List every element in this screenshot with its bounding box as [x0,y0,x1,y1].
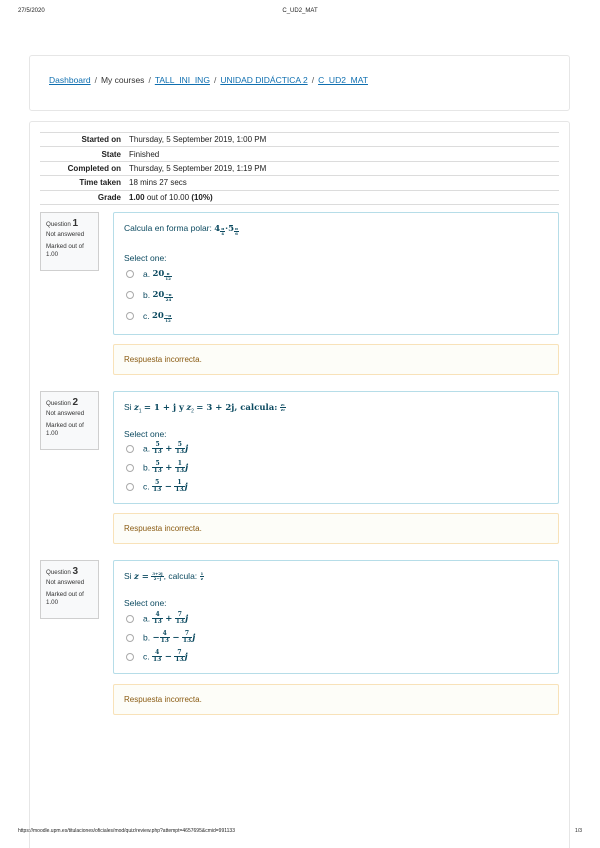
question-info-1 [40,212,99,271]
summary-key: Completed on [40,161,129,175]
radio-button[interactable] [126,445,134,453]
question-marks: Marked out of 1.00 [46,242,84,259]
question-box-1 [113,212,559,335]
breadcrumb-quiz-link[interactable]: C_UD2_MAT [318,75,368,85]
summary-row [40,133,559,147]
print-header [18,8,582,20]
breadcrumb-card [29,55,570,111]
answer-option-c[interactable]: c. 20 $\frac{-\pi}{12}$ [126,310,172,322]
radio-button[interactable] [126,634,134,642]
question-info-2 [40,391,99,450]
answer-option-a[interactable]: a. $\frac{5}{13}$ + $\frac{5}{13}$ j [126,442,188,454]
question-number: 1 [72,218,79,229]
grade-key: Grade [40,190,129,204]
breadcrumb-separator: / [148,75,151,85]
summary-row [40,147,559,161]
answer-option-b[interactable]: b. $\frac{5}{13}$ + $\frac{1}{13}$ j [126,461,188,473]
question-word: Question [46,400,71,407]
angle-fraction: $\frac{\pi}{6}$ [235,226,238,236]
breadcrumb-separator: / [94,75,97,85]
breadcrumb-course-link[interactable]: TALL_INI_ING [154,75,210,85]
answer-option-b[interactable]: b. − $\frac{4}{13}$ − $\frac{7}{13}$ j [126,631,195,643]
print-page-number: 1/3 [575,828,582,834]
print-date: 27/5/2020 [18,8,45,14]
question-text: Si $z_1 = 1 + j$ y $z_2 = 3 + 2j$, calcula: $\frac{\text{z₁}}{\text{z₂}}$ [124,402,285,415]
question-box-3 [113,560,559,674]
question-fraction: $\frac{\text{z₁}}{\text{z₂}}$ [280,402,285,413]
answer-option-c[interactable]: c. $\frac{4}{13}$ − $\frac{7}{13}$ j [126,650,188,662]
select-one-label: Select one: [124,429,167,439]
question-number: 3 [72,566,79,577]
question-state: Not answered [46,409,85,417]
grade-percent: (10%) [191,192,213,202]
breadcrumb-unit-link[interactable]: UNIDAD DIDÁCTICA 2 [220,75,308,85]
summary-key: State [40,147,129,161]
question-word: Question [46,221,71,228]
summary-value: Thursday, 5 September 2019, 1:00 PM [129,133,559,147]
feedback-box-2: Respuesta incorrecta. [113,513,559,544]
answer-option-b[interactable]: b. 20 $\frac{-\pi}{24}$ [126,289,173,301]
print-title: C_UD2_MAT [282,8,318,14]
question-marks: Marked out of 1.00 [46,421,84,438]
answer-option-c[interactable]: c. $\frac{5}{13}$ − $\frac{1}{13}$ j [126,480,188,492]
breadcrumb-dashboard-link[interactable]: Dashboard [49,75,91,85]
question-info-3 [40,560,99,619]
answer-option-a[interactable]: a. 20 $\frac{\pi}{12}$ [126,268,172,280]
summary-value: Finished [129,147,559,161]
grade-score: 1.00 [129,192,145,202]
breadcrumb-my-courses: My courses [100,75,145,85]
breadcrumb-separator: / [213,75,217,85]
summary-key: Started on [40,133,129,147]
angle-fraction: $\frac{\pi}{12}$ [165,271,171,281]
radio-button[interactable] [126,653,134,661]
radio-button[interactable] [126,483,134,491]
summary-value: Thursday, 5 September 2019, 1:19 PM [129,161,559,175]
question-text: Si z = $\frac{3+2j}{2-j}$ , calcula: $\frac{1}{z}$ [124,571,204,582]
question-fraction: $\frac{3+2j}{2-j}$ [152,571,163,582]
summary-row [40,190,559,204]
question-state: Not answered [46,578,85,586]
feedback-box-3: Respuesta incorrecta. [113,684,559,715]
print-url: https://moodle.upm.es/titulaciones/oficiales/mod/quiz/review.php?attempt=4657695&cmid=991133 [18,828,235,834]
summary-value: 18 mins 27 secs [129,176,559,190]
angle-fraction: $\frac{-\pi}{24}$ [165,292,172,302]
question-marks: Marked out of 1.00 [46,590,84,607]
question-state: Not answered [46,230,85,238]
breadcrumb-separator: / [311,75,315,85]
question-word: Question [46,569,71,576]
summary-row [40,161,559,175]
summary-row [40,176,559,190]
radio-button[interactable] [126,615,134,623]
select-one-label: Select one: [124,253,167,263]
question-text: Calcula en forma polar: 4 $\frac{\pi}{4}$ ·5 $\frac{\pi}{6}$ [124,223,238,236]
print-footer [18,828,582,838]
angle-fraction: $\frac{\pi}{4}$ [221,226,225,236]
question-number: 2 [72,397,79,408]
feedback-box-1: Respuesta incorrecta. [113,344,559,375]
radio-button[interactable] [126,312,134,320]
question-fraction: $\frac{1}{z}$ [200,571,204,582]
summary-key: Time taken [40,176,129,190]
question-box-2 [113,391,559,504]
breadcrumb [49,75,368,85]
grade-value [129,190,559,204]
answer-option-a[interactable]: a. $\frac{4}{13}$ + $\frac{7}{13}$ j [126,612,188,624]
select-one-label: Select one: [124,598,167,608]
radio-button[interactable] [126,270,134,278]
grade-out-of: out of 10.00 [146,192,190,202]
radio-button[interactable] [126,291,134,299]
attempt-summary-table [40,132,559,205]
radio-button[interactable] [126,464,134,472]
angle-fraction: $\frac{-\pi}{12}$ [164,313,172,323]
